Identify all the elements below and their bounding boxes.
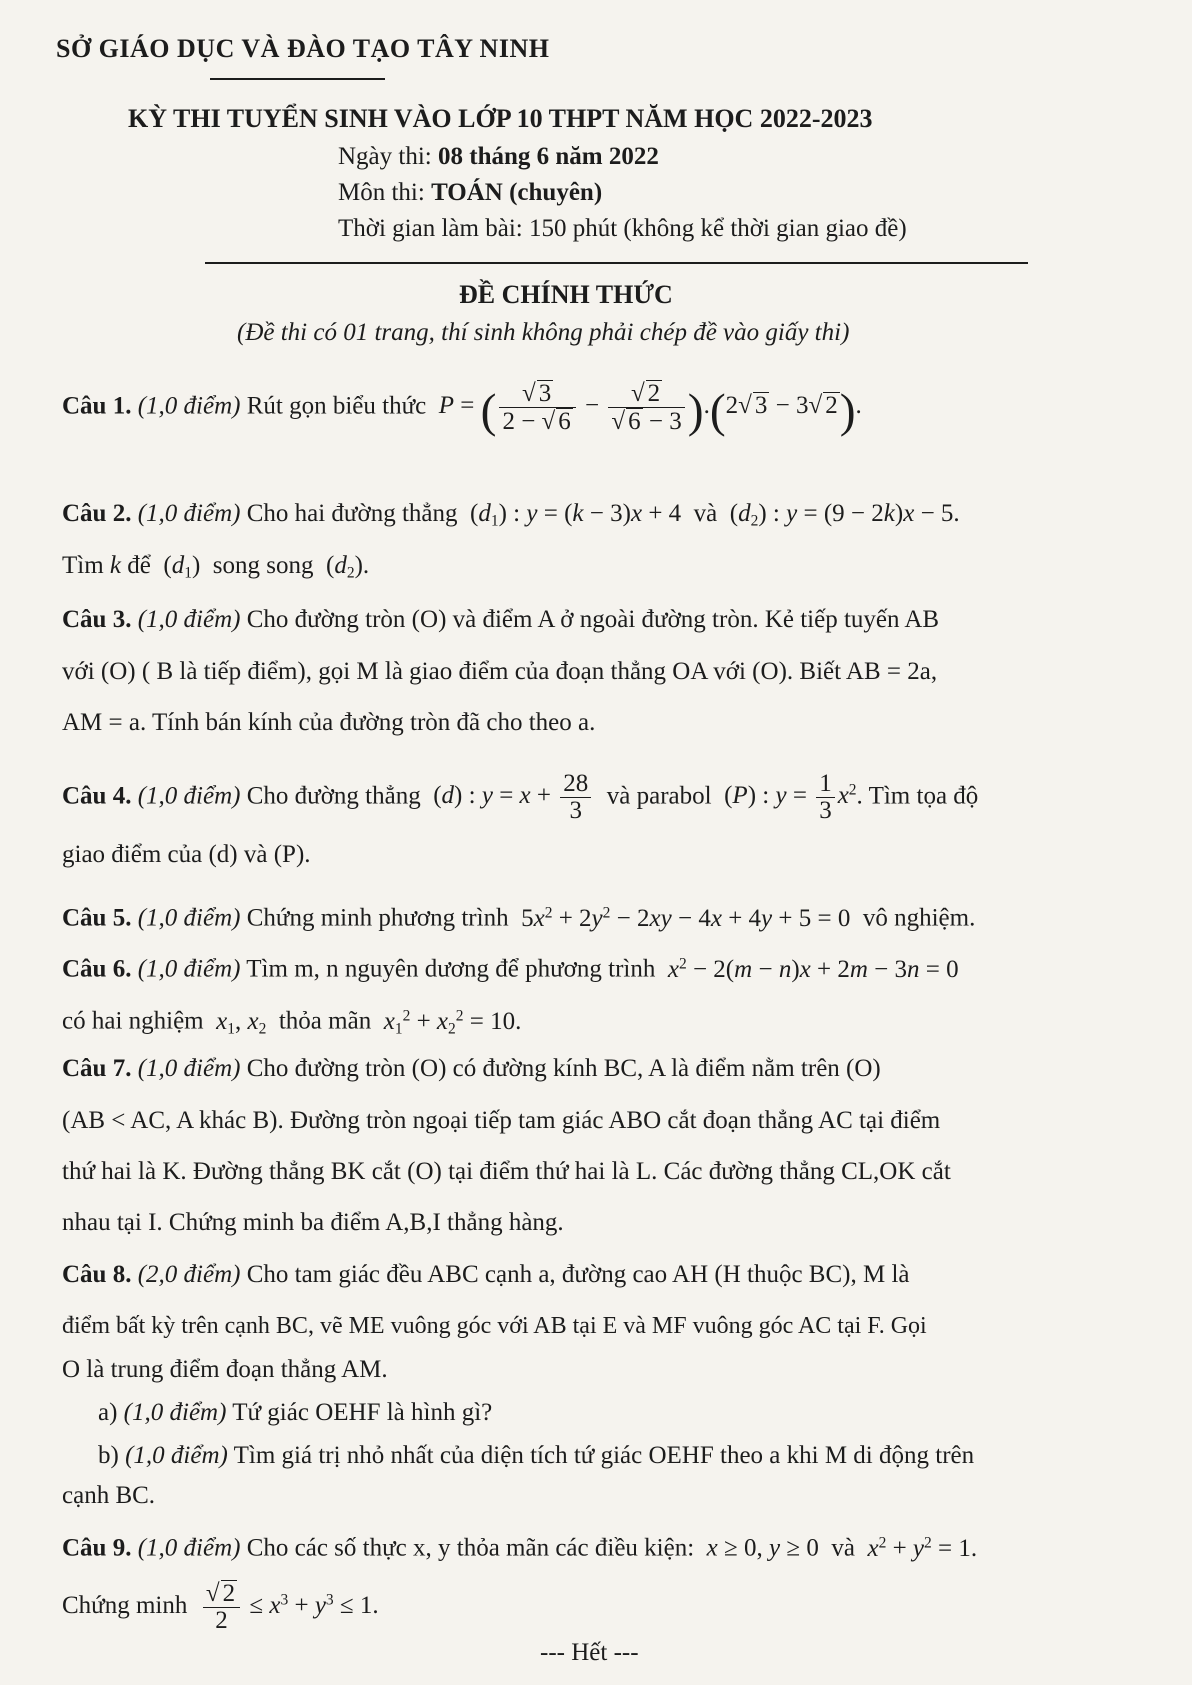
exam-title: KỲ THI TUYỂN SINH VÀO LỚP 10 THPT NĂM HỌC 2022-2023 — [128, 104, 873, 133]
q6-points: (1,0 điểm) — [137, 955, 241, 983]
q9-condition-1: x ≥ 0, y ≥ 0 — [706, 1534, 826, 1562]
q8b-label: b) — [98, 1442, 119, 1469]
department-name: SỞ GIÁO DỤC VÀ ĐÀO TẠO TÂY NINH — [56, 34, 550, 63]
q7-line4: nhau tại I. Chứng minh ba điểm A,B,I thẳng hàng. — [62, 1209, 564, 1236]
q2-line-d2: $(d_2)$ : y = (9 − 2k)x − 5. — [723, 500, 960, 530]
date-label: Ngày thi: — [338, 143, 432, 170]
q8-line1: Cho tam giác đều ABC cạnh a, đường cao AH (H thuộc BC), M là — [246, 1261, 910, 1288]
q6-condition: $x_1^2 + x_2^2 = 10$. — [383, 1007, 522, 1037]
exam-date — [338, 142, 659, 172]
q1-label: Câu 1. — [62, 392, 132, 420]
q1-formula: P = ( $\frac{√ 3}{2 - √ 6}$ − $\frac{√ 2}{√ 6 - 3}$ ).(2√ 3 − 3√ 2). — [438, 380, 862, 438]
q8-line3: O là trung điểm đoạn thẳng AM. — [62, 1356, 388, 1383]
q9-label: Câu 9. — [62, 1534, 132, 1562]
q5-points: (1,0 điểm) — [137, 904, 241, 932]
q8-part-b — [98, 1441, 974, 1471]
exam-time: Thời gian làm bài: 150 phút (không kể thời gian giao đề) — [338, 215, 907, 242]
q3-line2: với (O) ( B là tiếp điểm), gọi M là giao điểm của đoạn thẳng OA với (O). Biết AB = 2a, — [62, 658, 938, 685]
question-2 — [62, 499, 960, 536]
q8b-text: Tìm giá trị nhỏ nhất của diện tích tứ giác OEHF theo a khi M di động trên — [233, 1442, 975, 1469]
q4-text-c: . Tìm tọa độ — [856, 782, 979, 810]
q8a-label: a) — [98, 1399, 118, 1426]
q2-parallel: song song — [212, 552, 314, 579]
q8-line2: điểm bất kỳ trên cạnh BC, vẽ ME vuông góc với AB tại E và MF vuông góc AC tại F. Gọi — [62, 1313, 927, 1339]
q1-points: (1,0 điểm) — [137, 392, 241, 420]
q5-text-b: vô nghiệm. — [862, 904, 976, 932]
header-divider — [205, 262, 1028, 264]
q2-label: Câu 2. — [62, 500, 132, 527]
q1-text: Rút gọn biểu thức — [246, 392, 427, 420]
q4-text-a: Cho đường thẳng — [246, 782, 421, 810]
q7-line3: thứ hai là K. Đường thẳng BK cắt (O) tại điểm thứ hai là L. Các đường thẳng CL,OK cắt — [62, 1158, 951, 1185]
q9-prove: Chứng minh — [62, 1591, 188, 1619]
end-marker: --- Hết --- — [540, 1639, 639, 1666]
q8-label: Câu 8. — [62, 1261, 132, 1288]
question-1 — [62, 380, 862, 436]
q8-points: (2,0 điểm) — [137, 1261, 241, 1288]
question-6 — [62, 949, 959, 985]
q2-points: (1,0 điểm) — [137, 500, 241, 527]
question-8 — [62, 1260, 910, 1290]
question-9-line2 — [62, 1580, 379, 1635]
q6-equation: $x^2 - 2(m - n)x + 2m - 3n = 0$ — [667, 955, 959, 983]
exam-subject — [338, 178, 602, 208]
q6-line2-a: có hai nghiệm — [62, 1007, 204, 1035]
q9-points: (1,0 điểm) — [137, 1534, 241, 1562]
q6-text-a: Tìm m, n nguyên dương để phương trình — [246, 955, 656, 983]
q2-to: để — [127, 552, 151, 579]
q4-parabola: (P) : y = $\frac{1}{3}$ $x^2$ — [717, 770, 857, 825]
q5-label: Câu 5. — [62, 904, 132, 932]
q7-line1: Cho đường tròn (O) có đường kính BC, A là điểm nằm trên (O) — [246, 1055, 881, 1082]
q2-and: và — [693, 500, 718, 527]
question-7 — [62, 1054, 881, 1084]
question-3 — [62, 605, 939, 635]
question-6-line2: có hai nghiệm $x_1$, $x_2$ thỏa mãn $x_1^2 + x_2^2 = 10$. — [62, 1007, 522, 1037]
q8b-points: (1,0 điểm) — [125, 1442, 228, 1469]
q4-label: Câu 4. — [62, 782, 132, 810]
q7-label: Câu 7. — [62, 1055, 132, 1082]
q5-text-a: Chứng minh phương trình — [246, 904, 509, 932]
q8a-text: Tứ giác OEHF là hình gì? — [232, 1399, 493, 1426]
q4-text-b: và parabol — [606, 782, 712, 810]
exam-note: (Đề thi có 01 trang, thí sinh không phải chép đề vào giấy thi) — [237, 319, 850, 346]
date-value: 08 tháng 6 năm 2022 — [438, 143, 659, 170]
department-underline — [210, 78, 385, 80]
q9-inequality: $\frac{√ 2}{2}$ ≤ $x^3 + y^3 \le 1$. — [194, 1592, 379, 1619]
q2-line-d1: $(d_1)$ : y = (k − 3)x + 4 — [463, 500, 688, 530]
q6-label: Câu 6. — [62, 955, 132, 983]
q4-line2: giao điểm của (d) và (P). — [62, 841, 311, 868]
q2-text: Cho hai đường thẳng — [246, 500, 458, 527]
q3-points: (1,0 điểm) — [137, 606, 241, 633]
question-4 — [62, 771, 978, 825]
q8-part-a — [98, 1398, 492, 1428]
q9-and: và — [831, 1534, 855, 1562]
q3-line1: Cho đường tròn (O) và điểm A ở ngoài đường tròn. Kẻ tiếp tuyến AB — [246, 606, 940, 633]
q9-text-a: Cho các số thực x, y thỏa mãn các điều kiện: — [246, 1534, 695, 1562]
q2-find: Tìm — [62, 552, 104, 579]
question-2-line2: Tìm k để $(d_1)$ song song $(d_2)$. — [62, 552, 370, 582]
q4-points: (1,0 điểm) — [137, 782, 241, 810]
subject-value: TOÁN (chuyên) — [431, 179, 603, 206]
q5-equation: $5x^2 + 2y^2 - 2xy - 4x + 4y + 5 = 0$ — [514, 904, 857, 932]
question-9 — [62, 1528, 977, 1564]
q3-label: Câu 3. — [62, 606, 132, 633]
question-5 — [62, 898, 975, 934]
q8b-line2: cạnh BC. — [62, 1482, 156, 1509]
subject-label: Môn thi: — [338, 179, 425, 206]
q3-line3: AM = a. Tính bán kính của đường tròn đã cho theo a. — [62, 709, 596, 736]
q6-line2-b: thỏa mãn — [278, 1007, 372, 1035]
official-label: ĐỀ CHÍNH THỨC — [459, 280, 673, 309]
q9-condition-2: $x^2 + y^2 = 1$. — [867, 1534, 978, 1562]
q7-line2: (AB < AC, A khác B). Đường tròn ngoại tiếp tam giác ABO cắt đoạn thẳng AC tại điểm — [62, 1107, 941, 1134]
q7-points: (1,0 điểm) — [137, 1055, 241, 1082]
q8a-points: (1,0 điểm) — [123, 1399, 227, 1426]
q4-line-d: (d) : y = x + $\frac{28}{3}$ — [427, 782, 601, 809]
